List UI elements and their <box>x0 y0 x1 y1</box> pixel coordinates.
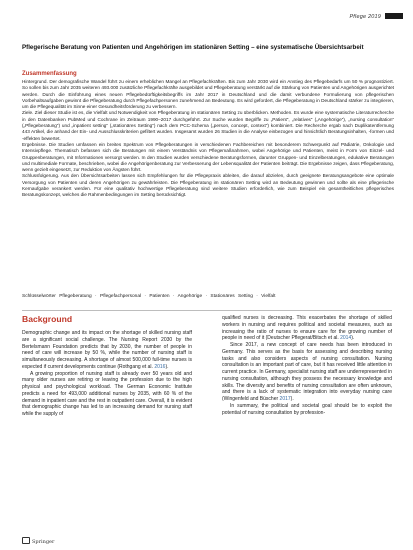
body-paragraph <box>22 371 192 418</box>
paragraph-text: Since 2017, a new concept of care needs has been introduced in Germany. This serves as the basis for assessing and describing nursing tasks and also considers aspects of nursing consultation. Nursing consultation is an important part of care, but it has received little attention in current practice. In Germany, specialist nursing staff are underrepresented in nursing consultation, although they possess the necessary knowledge and skills. The diversity and benefits of nursing consultation are often unknown, and there is a lack of systematic integration into everyday nursing care (Wingenfeld and Büscher <box>222 342 392 402</box>
body-paragraph <box>222 342 392 403</box>
abstract-paragraph: Ziele. Ziel dieser Studie ist es, die Vielfalt und Notwendigkeit von Pflegeberatung im stationären Setting zu überblicken. Methoden. Es wurde eine systematische Literaturrecherche in den Datenbanken PubMed und Cochrane im Zeitraum 1990–2017 durchgeführt. Zur Suche wurden Begriffe zu „Patient“, „relatives“ („Angehörige“), „nursing consultation“ („Pflegeberatung“) und „inpatient setting“ („stationäres Setting“) nach dem PCC-Schema („person, concept, context“) kombiniert. Die Recherche ergab nach Duplikatentfernung 443 Artikel, die anhand der Ein- und Ausschlusskriterien gefiltert wurden. Insgesamt wurden 26 Studien in die Analyse einbezogen und hinsichtlich Beratungsinhalten, -formen und -effekten bewertet. <box>22 110 394 141</box>
paragraph-text: In summary, the political and societal goal should be to exploit the potential of nursing consultation by profession- <box>222 402 392 416</box>
abstract-paragraph: Hintergrund. Der demografische Wandel führt zu einem erheblichen Mangel an Pflegefachkräften. Bis zum Jahr 2030 wird ein Anstieg des Pflegebedarfs um 50 % prognostiziert. So sollen bis zum Jahr 2035 weiteren 493.000 zusätzliche Pflegefachkräfte ausgebildet und Pflegeberatung verstärkt auf die Stärkung von Patienten und Angehörigen ausgerichtet werden. Durch die Einführung eines neuen Pflegebedürftigkeitsbegriffs im Jahr 2017 in Deutschland und die damit verbundene Formulierung von pflegerischen Vorbehaltsaufgaben gewinnt die Pflegeberatung durch Pflegefachpersonen zunehmend an Bedeutung. Es wird gefordert, die Pflegeberatung in Deutschland stärker zu integrieren, um die Pflegequalität im Sinne einer Gesundheitsförderung zu verbessern. <box>22 79 394 110</box>
body-paragraph <box>222 315 392 342</box>
abstract-body <box>22 79 394 199</box>
citation-link[interactable]: 2017 <box>279 396 291 402</box>
citation-link[interactable]: 2016 <box>154 363 166 370</box>
paragraph-end: ). <box>351 335 355 342</box>
paragraph-text: A growing proportion of nursing staff is already over 50 years old and many older nurses are retiring or leaving the profession due to the high physical and psychological workload. The German Economic Institute predicts a need for 493,000 additional nurses by 2035, with 60 % of the demand in inpatient care and the rest in outpatient care. Overall, it is evident that demographic change has led to an increasing demand for nursing staff while the supply of <box>22 370 192 417</box>
publisher-name: Springer <box>32 539 55 545</box>
paragraph-end: ). <box>165 363 169 370</box>
background-heading: Background <box>22 314 73 324</box>
keywords: Schlüsselwörter Pflegeberatung · Pflegefachpersonal · Patienten · Angehörige · Stationäres Setting · Vielfalt <box>22 294 276 299</box>
left-column <box>22 330 192 418</box>
publisher-footer <box>22 537 54 545</box>
right-column <box>222 315 392 416</box>
abstract-paragraph: Schlussfolgerung. Aus den Übersichtsarbeiten lassen sich Empfehlungen für die Pflegepraxis ableiten, die darauf abzielen, durch geeignete Beratungsangebote eine optimale Versorgung von Patienten und deren Angehörigen zu gewährleisten. Die Pflegeberatung im stationären Setting wird an Bedeutung gewinnen und sollte als eine pflegerische Kernaufgabe verankert werden. Für eine qualitativ hochwertige Pflegeberatung sind weitere Studien erforderlich, wie zum Beispiel ein gesamtheitliches pflegerisches Beratungskonzept, welches die Rahmenbedingungen im Setting berücksichtigt. <box>22 173 394 198</box>
abstract-heading: Zusammenfassung <box>22 71 77 77</box>
article-title: Pflegerische Beratung von Patienten und Angehörigen im stationären Setting – eine systematische Übersichtsarbeit <box>22 44 364 51</box>
body-paragraph <box>22 330 192 371</box>
running-head: Pflege 2019 <box>349 14 381 20</box>
section-divider <box>22 310 392 311</box>
paragraph-text: Demographic change and its impact on the shortage of skilled nursing staff are a significant social challenge. The Nursing Report 2030 by the Bertelsmann Foundation predicts that by 2030, the number of people in need of care will increase by 50 %, while the number of nursing staff is simultaneously decreasing. A shortage of almost 500,000 full-time nurses is expected if current developments continue (Rothgang et al. <box>22 330 192 370</box>
citation-link[interactable]: 2014 <box>340 335 352 342</box>
body-paragraph <box>222 403 392 417</box>
springer-logo-icon <box>22 537 30 544</box>
abstract-paragraph: Ergebnisse. Die Studien umfassen ein breites Spektrum von Pflegeberatungen in verschiedenen Fachbereichen mit besonderem Schwerpunkt auf Pädiatrie, Onkologie und Intensivpflege. Thematisch befassen sich die Beratungen mit einem Verständnis von Pflegemaßnahmen, wobei Angehörige und Patienten, meist in Form von Einzel- und Gruppenberatungen, mit Informationen versorgt werden. In den Studien wurden verschiedene Beratungsformen, darunter Gruppen- und Einzelberatungen, edukative Beratungen und multimediale Formate, beschrieben, wobei die Angehörigenberatung zur Verbesserung der Lebensqualität der Patienten beiträgt. Die Ergebnisse zeigen, dass Pflegeberatung, wenn gezielt eingesetzt, zur Reduktion von Ängsten führt. <box>22 141 394 173</box>
paragraph-text: qualified nurses is decreasing. This exacerbates the shortage of skilled workers in nursing and requires political and societal measures, such as increasing the ratio of nurses to ensure care for the growing number of people in need of it (Deutscher Pflegerat/Bitsch et al. <box>222 315 392 342</box>
paragraph-end: ). <box>290 396 294 402</box>
running-head-bar <box>385 13 403 19</box>
